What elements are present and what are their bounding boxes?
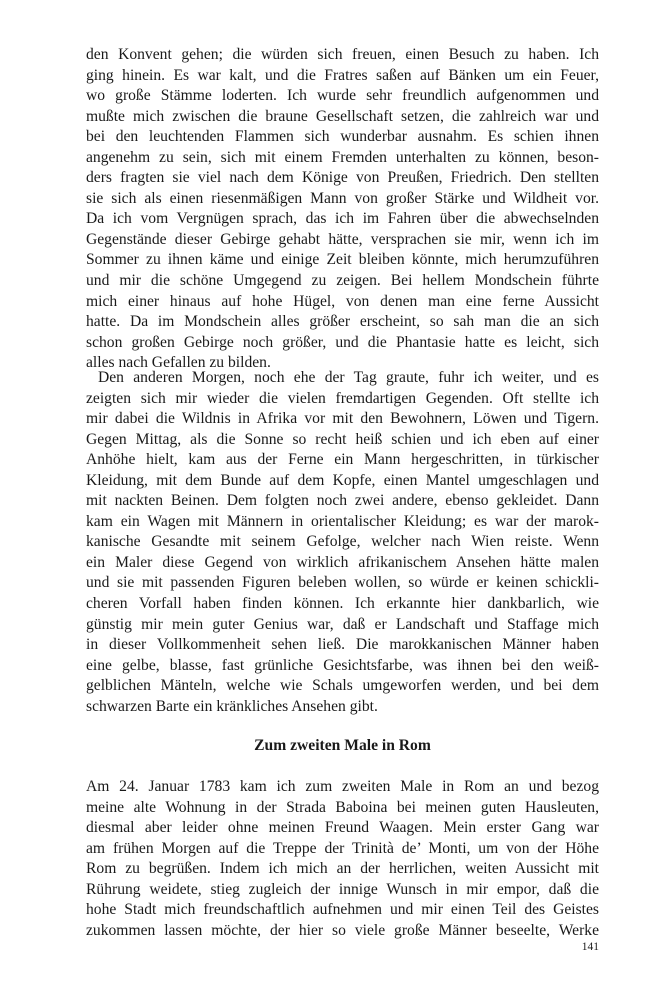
page-number: 141 [581, 941, 599, 953]
text-line: eine gelbe, blasse, fast grünliche Gesichtsfarbe, was ihnen bei den weiß- [86, 656, 599, 674]
text-line: in dieser Vollkommenheit sehen ließ. Die marokkanischen Männer haben [86, 636, 599, 654]
text-line: Am 24. Januar 1783 kam ich zum zweiten Male in Rom an und bezog [86, 778, 599, 795]
text-line: mir dabei die Wildnis in Afrika vor mit den Bewohnern, Löwen und Tigern. [86, 410, 599, 428]
text-line: diesmal aber leider ohne meinen Freund Waagen. Mein erster Gang war [86, 819, 599, 837]
text-line: und sie mit passenden Figuren beleben wollen, so würde er keinen schickli- [86, 574, 599, 592]
text-line: meine alte Wohnung in der Strada Baboina bei meinen guten Hausleuten, [86, 798, 599, 816]
text-line: schon großen Gebirge noch größer, und die Phantasie hatte es leicht, sich [86, 333, 599, 351]
text-line: kanische Gesandte mit seinem Gefolge, welcher nach Wien reiste. Wenn [86, 533, 599, 551]
text-line: Kleidung, mit dem Bunde auf dem Kopfe, einen Mantel umgeschlagen und [86, 471, 599, 489]
text-line: Rom zu begrüßen. Indem ich mich an der herrlichen, weiten Aussicht mit [86, 860, 599, 878]
text-line: zukommen lassen möchte, der hier so viele große Männer beseelte, Werke [86, 921, 599, 939]
paragraph-morgen [86, 368, 599, 717]
text-line: angenehm zu sein, sich mit einem Fremden unterhalten zu können, beson- [86, 148, 599, 166]
text-line: schwarzen Barte ein kränkliches Ansehen gibt. [86, 697, 378, 715]
text-line: Anhöhe hielt, kam aus der Ferne ein Mann hergeschritten, in türkischer [86, 451, 599, 469]
paragraph-rom [86, 777, 599, 941]
text-line: Gegen Mittag, als die Sonne so recht heiß schien und ich eben auf einer [86, 430, 599, 448]
section-heading: Zum zweiten Male in Rom [254, 737, 431, 754]
text-line: alles nach Gefallen zu bilden. [86, 354, 271, 372]
text-line: Da ich vom Vergnügen sprach, das ich im Fahren über die abwechselnden [86, 210, 599, 228]
text-line: ging hinein. Es war kalt, und die Fratres saßen auf Bänken um ein Feuer, [86, 66, 599, 84]
text-line: gelblichen Mänteln, welche wie Schals umgeworfen werden, und bei dem [86, 677, 599, 695]
paragraph-konvent [86, 45, 599, 374]
text-line: hatte. Da im Mondschein alles größer erscheint, so sah man die an sich [86, 313, 599, 331]
text-line: Sommer zu ihnen käme und einige Zeit bleiben könnte, mich herumzuführen [86, 251, 599, 269]
text-line: mußte mich zwischen die braune Gesellschaft setzen, die zahlreich war und [86, 107, 599, 125]
text-line: kam ein Wagen mit Männern in orientalischer Kleidung; es war der marok- [86, 512, 599, 530]
book-page [86, 45, 599, 965]
text-line: zeigten sich mir wieder die vielen fremdartigen Gegenden. Oft stellte ich [86, 389, 599, 407]
text-line: mit nackten Beinen. Dem folgten noch zwei andere, ebenso gekleidet. Dann [86, 492, 599, 510]
text-line: Den anderen Morgen, noch ehe der Tag graute, fuhr ich weiter, und es [98, 369, 599, 386]
text-line: und mir die schöne Umgegend zu zeigen. Bei hellem Mondschein führte [86, 272, 599, 290]
text-line: mich einer hinaus auf hohe Hügel, von denen man eine ferne Aussicht [86, 292, 599, 310]
text-line: bei den leuchtenden Flammen sich wunderbar ausnahm. Es schien ihnen [86, 128, 599, 146]
text-line: cheren Vorfall haben finden können. Ich erkannte hier dankbarlich, wie [86, 595, 599, 613]
text-line: ein Maler diese Gegend von wirklich afrikanischem Ansehen hätte malen [86, 553, 599, 571]
text-line: Gegenstände dieser Gebirge gehabt hätte, versprachen sie mir, wenn ich im [86, 230, 599, 248]
text-line: ders fragten sie viel nach dem Könige von Preußen, Friedrich. Den stellten [86, 169, 599, 187]
text-line: am frühen Morgen auf die Treppe der Trinità de’ Monti, um von der Höhe [86, 839, 599, 857]
text-line: Rührung weidete, stieg zugleich der innige Wunsch in mir empor, daß die [86, 880, 599, 898]
text-line: sie sich als einen riesenmäßigen Mann von großer Stärke und Wildheit vor. [86, 189, 599, 207]
text-line: den Konvent gehen; die würden sich freuen, einen Besuch zu haben. Ich [86, 46, 599, 63]
text-line: wo große Stämme loderten. Ich wurde sehr freundlich aufgenommen und [86, 87, 599, 105]
text-line: hohe Stadt mich freundschaftlich aufnehmen und mir einen Teil des Geistes [86, 901, 599, 919]
text-line: günstig mir mein guter Genius war, daß er Landschaft und Staffage mich [86, 615, 599, 633]
